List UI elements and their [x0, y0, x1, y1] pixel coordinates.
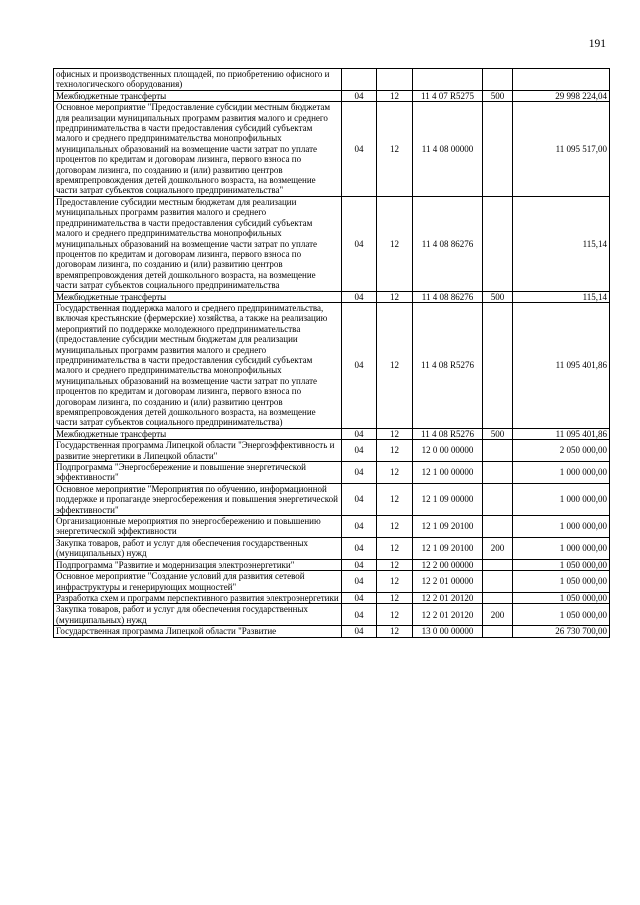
row-section-code-cell: 04: [342, 291, 377, 302]
table-row: [54, 302, 610, 428]
row-name-cell: Межбюджетные трансферты: [54, 90, 342, 101]
table-row: [54, 69, 610, 91]
row-target-article-cell: 12 1 00 00000: [413, 462, 483, 484]
table-row: [54, 571, 610, 593]
row-expense-type-cell: [483, 462, 513, 484]
row-target-article-cell: 13 0 00 00000: [413, 626, 483, 637]
row-amount-cell: 1 050 000,00: [513, 604, 610, 626]
row-section-code-cell: 04: [342, 302, 377, 428]
row-section-code-cell: 04: [342, 571, 377, 593]
row-expense-type-cell: [483, 626, 513, 637]
row-section-code-cell: [342, 69, 377, 91]
row-target-article-cell: 11 4 08 R5276: [413, 302, 483, 428]
table-row: [54, 537, 610, 559]
row-name-cell: Закупка товаров, работ и услуг для обеспечения государственных (муниципальных) нужд: [54, 604, 342, 626]
table-row: [54, 440, 610, 462]
row-section-code-cell: 04: [342, 90, 377, 101]
row-subsection-code-cell: 12: [377, 604, 413, 626]
row-subsection-code-cell: 12: [377, 291, 413, 302]
row-expense-type-cell: 200: [483, 537, 513, 559]
row-name-cell: Предоставление субсидии местным бюджетам для реализации муниципальных программ развития малого и среднего предпринимательства в части предоставления субсидий субъектам малого и среднего предпринимательства монопрофильных муниципальных образований на возмещение части затрат по уплате процентов по кредитам и договорам лизинга, первого взноса по договорам лизинга, по созданию и (или) развитию центров времяпрепровождения детей дошкольного возраста, на возмещение части затрат субъектов социального предпринимательства: [54, 196, 342, 291]
table-row: [54, 626, 610, 637]
row-section-code-cell: 04: [342, 196, 377, 291]
row-expense-type-cell: [483, 196, 513, 291]
row-amount-cell: 11 095 401,86: [513, 302, 610, 428]
row-target-article-cell: 12 1 09 20100: [413, 537, 483, 559]
budget-table-body: [54, 69, 610, 638]
row-amount-cell: 2 050 000,00: [513, 440, 610, 462]
row-subsection-code-cell: 12: [377, 516, 413, 538]
table-row: [54, 516, 610, 538]
row-amount-cell: 1 000 000,00: [513, 537, 610, 559]
row-expense-type-cell: [483, 483, 513, 515]
row-amount-cell: 1 000 000,00: [513, 462, 610, 484]
row-target-article-cell: 12 0 00 00000: [413, 440, 483, 462]
row-expense-type-cell: 500: [483, 291, 513, 302]
row-subsection-code-cell: 12: [377, 537, 413, 559]
row-subsection-code-cell: [377, 69, 413, 91]
row-target-article-cell: 11 4 08 R5276: [413, 428, 483, 439]
row-section-code-cell: 04: [342, 537, 377, 559]
table-row: [54, 592, 610, 603]
page-number: 191: [588, 38, 606, 50]
table-row: [54, 483, 610, 515]
row-subsection-code-cell: 12: [377, 462, 413, 484]
row-amount-cell: 1 050 000,00: [513, 559, 610, 570]
row-expense-type-cell: [483, 592, 513, 603]
row-name-cell: Основное мероприятие "Мероприятия по обучению, информационной поддержке и пропаганде энергосбережения и повышения энергетической эффективности": [54, 483, 342, 515]
row-name-cell: Закупка товаров, работ и услуг для обеспечения государственных (муниципальных) нужд: [54, 537, 342, 559]
row-subsection-code-cell: 12: [377, 90, 413, 101]
row-subsection-code-cell: 12: [377, 196, 413, 291]
row-name-cell: Межбюджетные трансферты: [54, 291, 342, 302]
row-name-cell: Государственная программа Липецкой области "Энергоэффективность и развитие энергетики в Липецкой области": [54, 440, 342, 462]
row-section-code-cell: 04: [342, 604, 377, 626]
row-expense-type-cell: 200: [483, 604, 513, 626]
row-section-code-cell: 04: [342, 102, 377, 197]
row-subsection-code-cell: 12: [377, 571, 413, 593]
row-expense-type-cell: [483, 516, 513, 538]
row-subsection-code-cell: 12: [377, 102, 413, 197]
row-expense-type-cell: 500: [483, 428, 513, 439]
row-name-cell: Государственная программа Липецкой области "Развитие: [54, 626, 342, 637]
row-target-article-cell: 12 1 09 00000: [413, 483, 483, 515]
row-amount-cell: [513, 69, 610, 91]
row-target-article-cell: [413, 69, 483, 91]
row-section-code-cell: 04: [342, 462, 377, 484]
row-name-cell: Подпрограмма "Энергосбережение и повышение энергетической эффективности": [54, 462, 342, 484]
row-expense-type-cell: 500: [483, 90, 513, 101]
row-target-article-cell: 11 4 07 R5275: [413, 90, 483, 101]
row-subsection-code-cell: 12: [377, 440, 413, 462]
row-target-article-cell: 12 2 01 20120: [413, 604, 483, 626]
row-subsection-code-cell: 12: [377, 626, 413, 637]
row-target-article-cell: 12 2 01 20120: [413, 592, 483, 603]
table-row: [54, 462, 610, 484]
row-section-code-cell: 04: [342, 516, 377, 538]
row-expense-type-cell: [483, 69, 513, 91]
table-row: [54, 291, 610, 302]
row-target-article-cell: 12 2 01 00000: [413, 571, 483, 593]
row-expense-type-cell: [483, 559, 513, 570]
budget-table: [53, 68, 610, 638]
row-name-cell: офисных и производственных площадей, по приобретению офисного и технологического оборудования): [54, 69, 342, 91]
row-section-code-cell: 04: [342, 440, 377, 462]
row-amount-cell: 11 095 401,86: [513, 428, 610, 439]
row-name-cell: Организационные мероприятия по энергосбережению и повышению энергетической эффективности: [54, 516, 342, 538]
row-amount-cell: 26 730 700,00: [513, 626, 610, 637]
table-row: [54, 428, 610, 439]
table-row: [54, 102, 610, 197]
row-amount-cell: 1 050 000,00: [513, 571, 610, 593]
row-name-cell: Государственная поддержка малого и среднего предпринимательства, включая крестьянские (фермерские) хозяйства, а также на реализацию мероприятий по поддержке молодежного предпринимательства (предоставление субсидии местным бюджетам для реализации муниципальных программ развития малого и среднего предпринимательства в части предоставления субсидий субъектам малого и среднего предпринимательства монопрофильных муниципальных образований на возмещение части затрат по уплате процентов по кредитам и договорам лизинга, первого взноса по договорам лизинга, по созданию и (или) развитию центров времяпрепровождения детей дошкольного возраста, на возмещение части затрат субъектов социального предпринимательства): [54, 302, 342, 428]
row-section-code-cell: 04: [342, 626, 377, 637]
row-expense-type-cell: [483, 440, 513, 462]
row-name-cell: Разработка схем и программ перспективного развития электроэнергетики: [54, 592, 342, 603]
row-section-code-cell: 04: [342, 559, 377, 570]
row-target-article-cell: 11 4 08 86276: [413, 291, 483, 302]
row-amount-cell: 115,14: [513, 291, 610, 302]
row-expense-type-cell: [483, 102, 513, 197]
row-amount-cell: 11 095 517,00: [513, 102, 610, 197]
row-section-code-cell: 04: [342, 428, 377, 439]
row-name-cell: Основное мероприятие "Предоставление субсидии местным бюджетам для реализации муниципальных программ развития малого и среднего предпринимательства в части предоставления субсидий субъектам малого и среднего предпринимательства монопрофильных муниципальных образований на возмещение части затрат по уплате процентов по кредитам и договорам лизинга, первого взноса по договорам лизинга, по созданию и (или) развитию центров времяпрепровождения детей дошкольного возраста, на возмещение части затрат субъектов социального предпринимательства": [54, 102, 342, 197]
row-target-article-cell: 12 1 09 20100: [413, 516, 483, 538]
table-row: [54, 196, 610, 291]
row-name-cell: Подпрограмма "Развитие и модернизация электроэнергетики": [54, 559, 342, 570]
row-expense-type-cell: [483, 302, 513, 428]
row-subsection-code-cell: 12: [377, 302, 413, 428]
row-name-cell: Межбюджетные трансферты: [54, 428, 342, 439]
row-subsection-code-cell: 12: [377, 592, 413, 603]
row-section-code-cell: 04: [342, 483, 377, 515]
table-row: [54, 604, 610, 626]
row-section-code-cell: 04: [342, 592, 377, 603]
row-subsection-code-cell: 12: [377, 483, 413, 515]
row-target-article-cell: 11 4 08 00000: [413, 102, 483, 197]
row-name-cell: Основное мероприятие "Создание условий для развития сетевой инфраструктуры и генерирующих мощностей": [54, 571, 342, 593]
row-amount-cell: 29 998 224,04: [513, 90, 610, 101]
table-row: [54, 559, 610, 570]
row-amount-cell: 1 000 000,00: [513, 516, 610, 538]
row-subsection-code-cell: 12: [377, 428, 413, 439]
row-amount-cell: 1 000 000,00: [513, 483, 610, 515]
row-target-article-cell: 11 4 08 86276: [413, 196, 483, 291]
row-target-article-cell: 12 2 00 00000: [413, 559, 483, 570]
row-amount-cell: 1 050 000,00: [513, 592, 610, 603]
row-amount-cell: 115,14: [513, 196, 610, 291]
row-expense-type-cell: [483, 571, 513, 593]
table-row: [54, 90, 610, 101]
row-subsection-code-cell: 12: [377, 559, 413, 570]
